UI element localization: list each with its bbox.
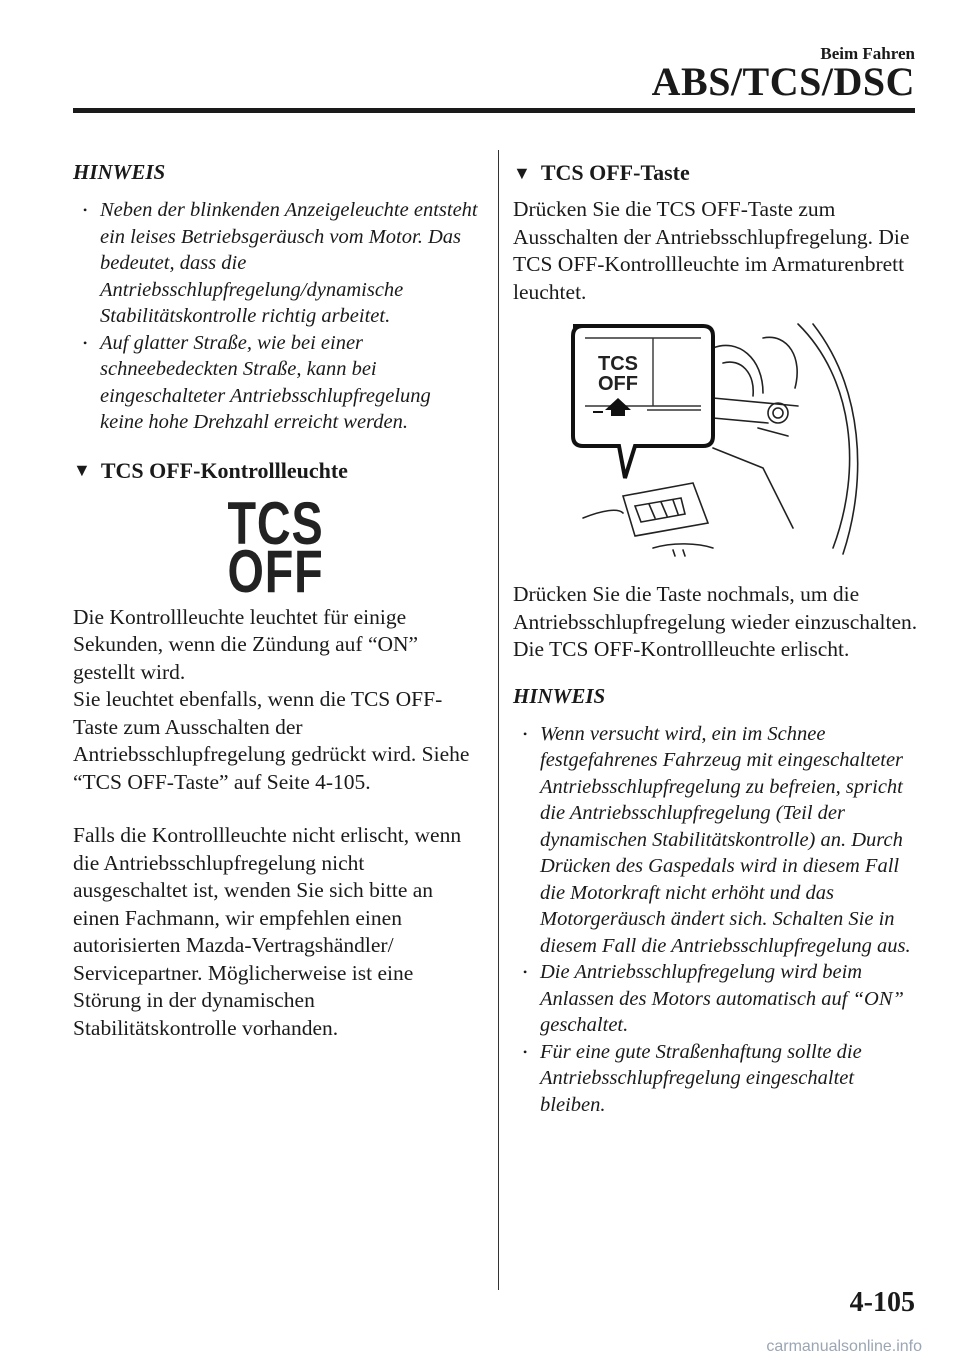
dashboard-illustration (563, 318, 863, 558)
paragraph: Sie leuchtet ebenfalls, wenn die TCS OFF-Taste zum Ausschalten der Antriebsschlupfregelung gedrückt wird. Siehe “TCS OFF-Taste” auf Seite 4-105. (73, 687, 470, 794)
note-item: • Wenn versucht wird, ein im Schnee festgefahrenes Fahrzeug mit eingeschalteter Antriebsschlupfregelung zu befreien, spricht die Antriebsschlupfregelung (Teil der dynamischen Stabilitätskontrolle) an. Durch Drücken des Gaspedals wird in diesem Fall die Motorkraft nicht erhöht und das Motorgeräusch ändert sich. Schalten Sie in diesem Fall die Antriebsschlupfregelung aus. (513, 721, 918, 960)
watermark: carmanualsonline.info (766, 1338, 922, 1355)
right-column (513, 160, 918, 1118)
section-heading-text: TCS OFF-Kontrollleuchte (100, 457, 348, 483)
paragraph: Falls die Kontrollleuchte nicht erlischt, wenn die Antriebsschlupfregelung nicht ausgeschaltet ist, wenden Sie sich bitte an einen Fachmann, wir empfehlen einen autorisierten Mazda-Vertragshändler/ Servicepartner. Möglicherweise ist eine Störung in der dynamischen Stabilitätskontrolle vorhanden. (73, 823, 462, 1040)
paragraph: Die Kontrollleuchte leuchtet für einige Sekunden, wenn die Zündung auf “ON” gestellt wird. (73, 604, 419, 684)
note-title: HINWEIS (513, 683, 606, 708)
paragraph: Drücken Sie die TCS OFF-Taste zum Ausschalten der Antriebsschlupfregelung. Die TCS OFF-Kontrollleuchte im Armaturenbrett leuchtet. (513, 197, 910, 304)
note-item: • Auf glatter Straße, wie bei einer schneebedeckten Straße, kann bei eingeschalteter Antriebsschlupfregelung keine hohe Drehzahl erreicht werden. (73, 330, 478, 436)
indicator-line-1: TCS (227, 489, 324, 557)
section-heading-text: TCS OFF-Taste (540, 160, 690, 185)
note-item: • Für eine gute Straßenhaftung sollte die Antriebsschlupfregelung eingeschaltet bleiben. (513, 1039, 918, 1119)
note-list (513, 721, 918, 1119)
note-item: • Die Antriebsschlupfregelung wird beim Anlassen des Motors automatisch auf “ON” geschaltet. (513, 959, 918, 1039)
note-box-2 (513, 684, 918, 1119)
tcs-off-indicator-icon (73, 489, 478, 605)
button-label-line-2: OFF (598, 373, 638, 395)
paragraph: Drücken Sie die Taste nochmals, um die Antriebsschlupfregelung wieder einzuschalten. Die TCS OFF-Kontrollleuchte erlischt. (513, 582, 918, 661)
note-title: HINWEIS (73, 160, 166, 184)
header-chapter-title: ABS/TCS/DSC (651, 59, 915, 104)
triangle-bullet-icon: ▼ (513, 162, 531, 183)
section-heading-tcs-button (513, 160, 918, 186)
triangle-bullet-icon: ▼ (73, 460, 91, 480)
button-label-line-1: TCS (598, 353, 638, 375)
header-rule (73, 108, 915, 113)
note-list (73, 197, 478, 436)
left-column (73, 160, 478, 1042)
indicator-line-2: OFF (227, 537, 324, 605)
page-number: 4-105 (849, 1287, 915, 1318)
header-section: Beim Fahren (820, 44, 915, 63)
note-box-1 (73, 160, 478, 436)
note-item: • Neben der blinkenden Anzeigeleuchte entsteht ein leises Betriebsgeräusch vom Motor. Das bedeutet, dass die Antriebsschlupfregelung/dynamische Stabilitätskontrolle richtig arbeitet. (73, 197, 478, 330)
section-heading-tcs-indicator (73, 458, 478, 484)
column-divider (498, 150, 499, 1290)
